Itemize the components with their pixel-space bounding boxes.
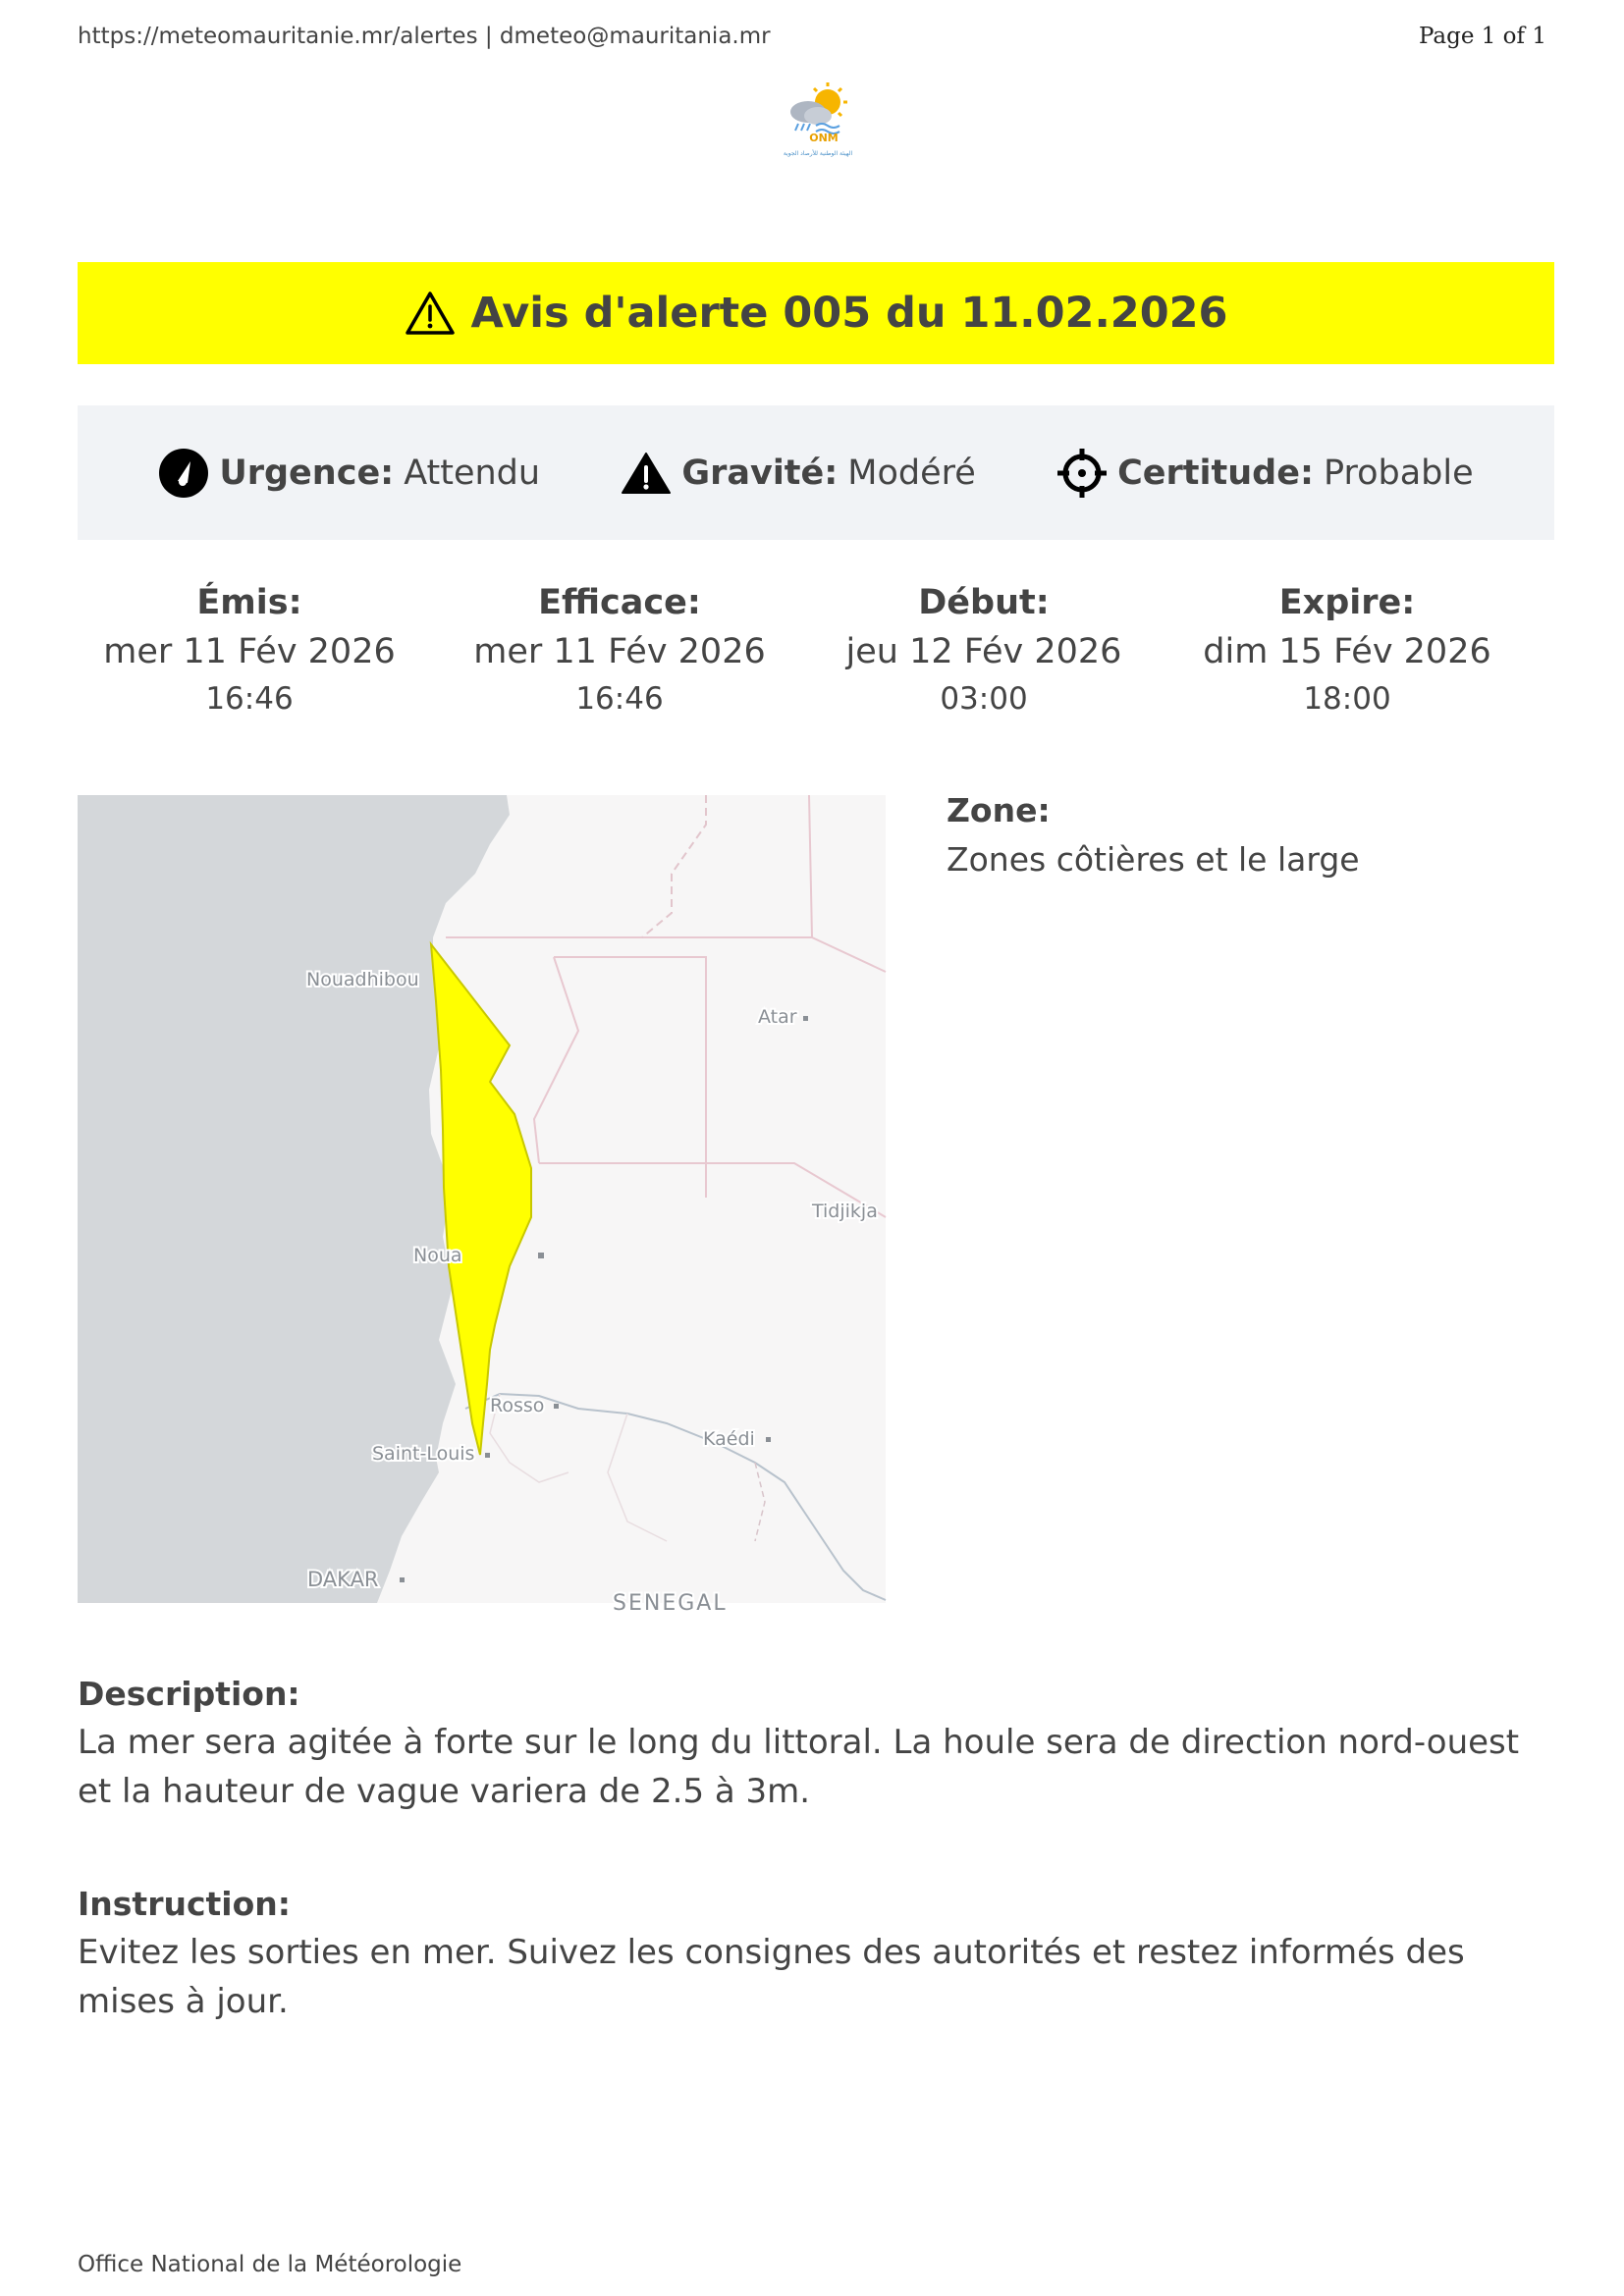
map-label-kaedi: Kaédi	[703, 1428, 755, 1450]
description-text: La mer sera agitée à forte sur le long du littoral. La houle sera de direction nord-ouest et la hauteur de vague variera de 2.5 à 3m.	[78, 1723, 1520, 1811]
warning-icon	[621, 448, 672, 499]
zone-value: Zones côtières et le large	[947, 840, 1360, 879]
issued-date	[73, 583, 426, 717]
date-label: Début:	[918, 583, 1050, 622]
warning-triangle-icon	[405, 290, 456, 337]
header-source: https://meteomauritanie.mr/alertes | dmeteo@mauritania.mr	[78, 24, 771, 49]
urgency-property	[158, 448, 540, 499]
certainty-value: Probable	[1323, 453, 1474, 493]
date-time: 16:46	[575, 681, 664, 717]
alert-banner	[78, 262, 1554, 364]
date-day: dim 15 Fév 2026	[1203, 632, 1491, 671]
map-label-senegal: SENEGAL	[613, 1591, 728, 1616]
onm-logo	[773, 77, 863, 167]
date-day: mer 11 Fév 2026	[473, 632, 766, 671]
map-label-nouadhibou: Nouadhibou	[306, 969, 419, 990]
page-number: Page 1 of 1	[1418, 24, 1546, 49]
alert-zone-map[interactable]	[78, 795, 886, 1616]
onset-date	[807, 583, 1161, 717]
alert-dates	[78, 583, 1554, 730]
date-label: Efficace:	[538, 583, 701, 622]
severity-property	[621, 448, 975, 499]
speedometer-icon	[158, 448, 209, 499]
certainty-property	[1056, 448, 1474, 499]
date-day: mer 11 Fév 2026	[103, 632, 396, 671]
map-label-nouakchott: Noua	[413, 1245, 462, 1266]
date-time: 03:00	[940, 681, 1028, 717]
map-label-atar: Atar	[758, 1006, 797, 1028]
date-day: jeu 12 Fév 2026	[845, 632, 1122, 671]
crosshair-icon	[1056, 448, 1108, 499]
date-time: 18:00	[1303, 681, 1391, 717]
footer-org: Office National de la Météorologie	[78, 2252, 462, 2277]
date-label: Expire:	[1278, 583, 1416, 622]
urgency-label: Urgence:	[219, 453, 395, 493]
alert-properties	[78, 405, 1554, 540]
map-label-dakar: DAKAR	[307, 1568, 379, 1591]
instruction-text: Evitez les sorties en mer. Suivez les consignes des autorités et restez informés des mises à jour.	[78, 1933, 1465, 2021]
date-time: 16:46	[205, 681, 294, 717]
severity-value: Modéré	[847, 453, 976, 493]
urgency-value: Attendu	[404, 453, 541, 493]
map-label-saint-louis: Saint-Louis	[372, 1443, 475, 1465]
certainty-label: Certitude:	[1117, 453, 1314, 493]
description-label: Description:	[78, 1675, 300, 1713]
map-label-tidjikja: Tidjikja	[812, 1201, 878, 1222]
zone-label: Zone:	[947, 791, 1051, 829]
effective-date	[443, 583, 796, 717]
date-label: Émis:	[196, 583, 302, 622]
map-label-rosso: Rosso	[490, 1395, 545, 1416]
logo-arabic-name: الهيئة الوطنية للأرصاد الجوية	[783, 150, 853, 157]
severity-label: Gravité:	[681, 453, 839, 493]
expires-date	[1170, 583, 1524, 717]
logo-acronym: ONM	[809, 132, 839, 144]
instruction-label: Instruction:	[78, 1885, 291, 1923]
alert-title: Avis d'alerte 005 du 11.02.2026	[470, 289, 1228, 338]
